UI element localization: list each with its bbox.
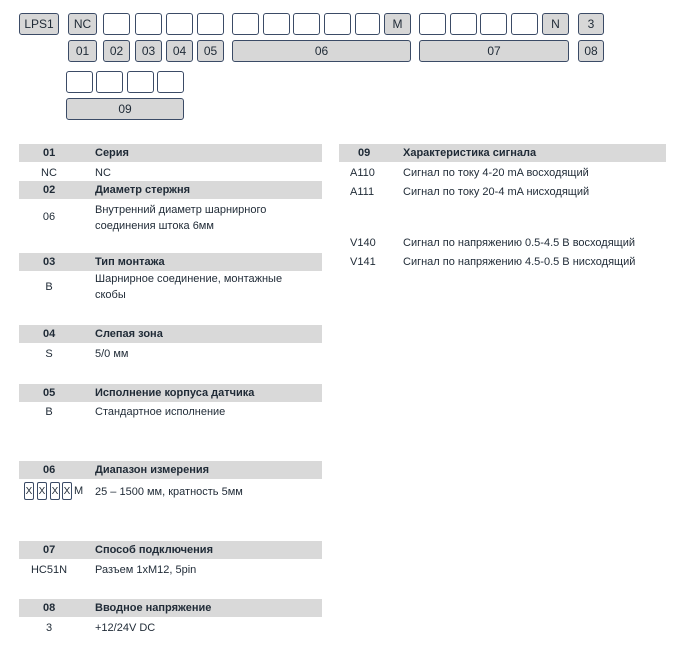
code-slot-07d <box>511 13 538 35</box>
section-02-num: 02 <box>43 184 56 196</box>
section-08-header <box>19 599 322 617</box>
code-slot-07a <box>419 13 446 35</box>
section-02-desc-line1: Внутренний диаметр шарнирного <box>95 204 267 216</box>
section-07-title: Способ подключения <box>95 544 213 556</box>
code-slot-03 <box>135 13 162 35</box>
section-04-code: S <box>45 348 53 360</box>
label-02: 02 <box>103 40 130 62</box>
section-03-header <box>19 253 322 271</box>
section-06-header <box>19 461 322 479</box>
section-04-num: 04 <box>43 328 56 340</box>
section-03-code: B <box>45 281 53 293</box>
section-05-header <box>19 384 322 402</box>
section-03-desc-line1: Шарнирное соединение, монтажные <box>95 273 283 285</box>
section-02-code: 06 <box>42 211 56 223</box>
x-placeholder-3: X <box>50 482 60 500</box>
section-03-desc-line2: скобы <box>95 289 126 301</box>
signal-code: V141 <box>350 256 376 268</box>
section-07-desc: Разъем 1хМ12, 5pin <box>95 564 197 576</box>
label-09: 09 <box>66 98 184 120</box>
code-prefix-box: LPS1 <box>19 13 59 35</box>
code-n-box: N <box>542 13 569 35</box>
label-01: 01 <box>68 40 97 62</box>
x-placeholder-2: X <box>37 482 47 500</box>
section-01-desc: NC <box>95 167 111 179</box>
signal-code: V140 <box>350 237 376 249</box>
label-06: 06 <box>232 40 411 62</box>
section-05-num: 05 <box>43 387 56 399</box>
signal-code: A110 <box>350 167 375 179</box>
section-06-m: M <box>74 485 84 497</box>
code-slot-07b <box>450 13 477 35</box>
x-placeholder-4: X <box>62 482 72 500</box>
code-slot-06c <box>293 13 320 35</box>
section-05-title: Исполнение корпуса датчика <box>95 387 255 399</box>
label-07: 07 <box>419 40 569 62</box>
code-m-box: M <box>384 13 411 35</box>
code-slot-06e <box>355 13 380 35</box>
section-07-header <box>19 541 322 559</box>
section-03-title: Тип монтажа <box>95 256 165 268</box>
section-09-header <box>339 144 666 162</box>
section-09-title: Характеристика сигнала <box>403 147 537 159</box>
signal-desc: Сигнал по току 20-4 mA нисходящий <box>403 186 590 198</box>
section-01-num: 01 <box>43 147 56 159</box>
section-02-title: Диаметр стержня <box>95 184 191 196</box>
code-slot-06a <box>232 13 259 35</box>
section-08-title: Вводное напряжение <box>95 602 212 614</box>
label-08: 08 <box>578 40 604 62</box>
signal-desc: Сигнал по напряжению 4.5-0.5 В нисходящий <box>403 256 636 268</box>
code-slot-06b <box>263 13 290 35</box>
signal-desc: Сигнал по току 4-20 mA восходящий <box>403 167 589 179</box>
code-slot-09a <box>66 71 93 93</box>
section-08-desc: +12/24V DC <box>95 622 156 634</box>
code-slot-05 <box>197 13 224 35</box>
label-03: 03 <box>135 40 162 62</box>
section-04-header <box>19 325 322 343</box>
section-07-num: 07 <box>43 544 56 556</box>
code-slot-09d <box>157 71 184 93</box>
section-06-desc: 25 – 1500 мм, кратность 5мм <box>95 486 243 498</box>
section-09-num: 09 <box>358 147 371 159</box>
label-04: 04 <box>166 40 193 62</box>
section-06-num: 06 <box>43 464 56 476</box>
section-01-title: Серия <box>95 147 129 159</box>
section-03-num: 03 <box>43 256 56 268</box>
section-07-code: HC51N <box>30 564 68 576</box>
code-nc-box: NC <box>68 13 97 35</box>
code-3-box: 3 <box>578 13 604 35</box>
code-slot-04 <box>166 13 193 35</box>
x-placeholder-1: X <box>24 482 34 500</box>
section-01-header <box>19 144 322 162</box>
signal-desc: Сигнал по напряжению 0.5-4.5 В восходящий <box>403 237 635 249</box>
label-05: 05 <box>197 40 224 62</box>
signal-code: A111 <box>350 186 375 198</box>
section-01-code: NC <box>41 167 57 179</box>
code-slot-02 <box>103 13 130 35</box>
section-06-title: Диапазон измерения <box>95 464 210 476</box>
code-slot-07c <box>480 13 507 35</box>
code-slot-06d <box>324 13 351 35</box>
section-02-desc-line2: соединения штока 6мм <box>95 220 214 232</box>
section-05-code: B <box>45 406 53 418</box>
section-08-num: 08 <box>43 602 56 614</box>
code-slot-09c <box>127 71 154 93</box>
section-05-desc: Стандартное исполнение <box>95 406 226 418</box>
section-04-desc: 5/0 мм <box>95 348 129 360</box>
code-slot-09b <box>96 71 123 93</box>
section-04-title: Слепая зона <box>95 328 163 340</box>
section-02-header <box>19 181 322 199</box>
section-08-code: 3 <box>45 622 53 634</box>
